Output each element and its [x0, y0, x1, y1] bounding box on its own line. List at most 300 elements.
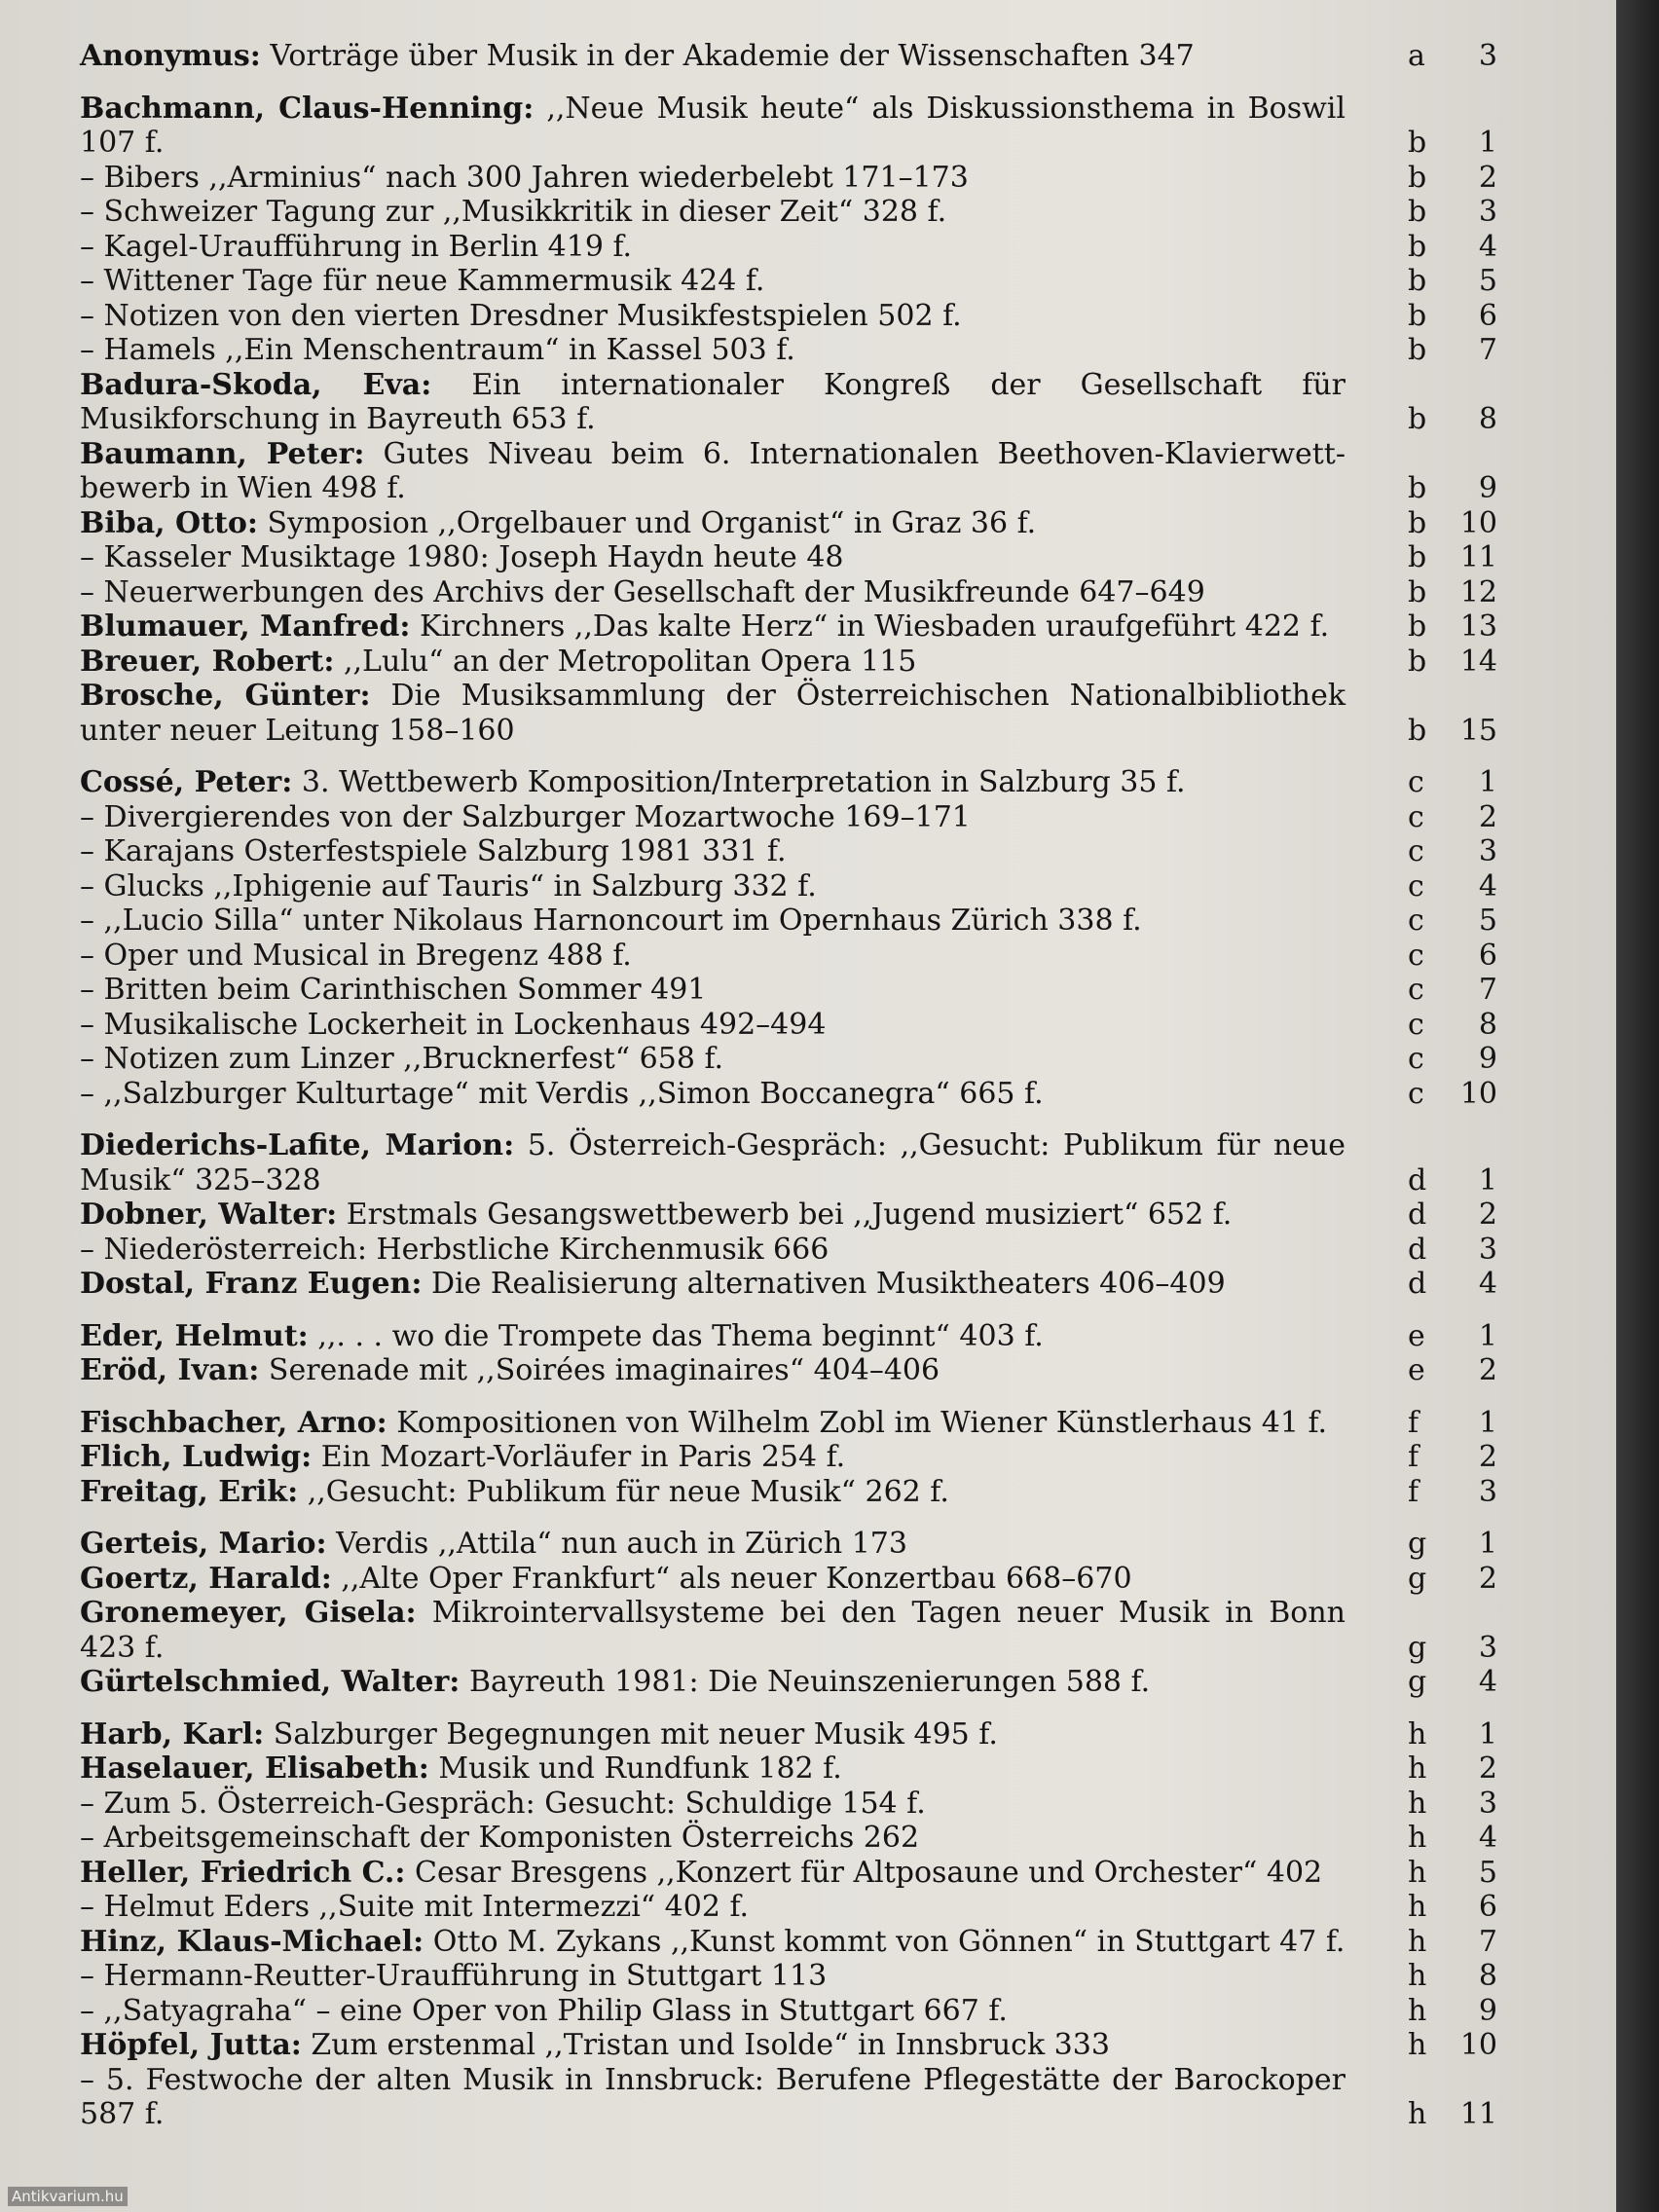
entry-title: – Notizen von den vierten Dresdner Musikfestspielen 502 f. — [80, 298, 962, 333]
entry-code — [1408, 903, 1554, 939]
entry-code — [1408, 1267, 1554, 1302]
entry-text — [80, 92, 1346, 161]
entry-code-letter: d — [1408, 1198, 1427, 1232]
index-entry — [80, 834, 1599, 869]
entry-title: ,,Lulu“ an der Metropolitan Opera 115 — [343, 644, 917, 679]
entry-code-number: 1 — [1478, 1405, 1497, 1440]
entry-author: Breuer, Robert: — [80, 644, 335, 679]
entry-code-number: 1 — [1478, 1318, 1497, 1353]
entry-code-number: 7 — [1478, 973, 1497, 1007]
entry-code-number: 6 — [1478, 298, 1497, 333]
entry-code-letter: d — [1408, 1267, 1427, 1301]
entry-text — [80, 1821, 1346, 1856]
entry-title: – Hamels ,,Ein Menschentraum“ in Kassel 503 f. — [80, 333, 795, 367]
entry-code — [1408, 2028, 1554, 2063]
entry-title: – Arbeitsgemeinschaft der Komponisten Österreichs 262 — [80, 1821, 920, 1855]
entry-text — [80, 645, 1346, 680]
entry-code-letter: c — [1408, 868, 1424, 903]
entry-text — [80, 973, 1346, 1008]
entry-code — [1408, 506, 1554, 541]
entry-title: – Schweizer Tagung zur ,,Musikkritik in dieser Zeit“ 328 f. — [80, 195, 947, 229]
entry-code-letter: d — [1408, 1162, 1427, 1198]
index-entry — [80, 1959, 1599, 1994]
entry-title: ,,Neue Musik heute“ als Diskussionsthema in Boswil 107 f. — [80, 91, 1346, 160]
index-entry — [80, 1077, 1599, 1112]
entry-code-letter: c — [1408, 765, 1424, 799]
entry-title: – Britten beim Carinthischen Sommer 491 — [80, 973, 707, 1007]
entry-code-number: 4 — [1478, 229, 1497, 264]
entry-code-letter: c — [1408, 973, 1424, 1007]
entry-text — [80, 2063, 1346, 2132]
entry-author: Hinz, Klaus-Michael: — [80, 1924, 424, 1959]
index-entry — [80, 1821, 1599, 1856]
entry-code — [1408, 1353, 1554, 1388]
entry-code-number: 8 — [1478, 1959, 1497, 1993]
entry-text — [80, 575, 1346, 610]
index-entry — [80, 1787, 1599, 1822]
entry-text — [80, 1959, 1346, 1994]
index-entry — [80, 645, 1599, 680]
entry-code-number: 13 — [1459, 609, 1497, 644]
entry-code — [1408, 1751, 1554, 1787]
entry-title: ,,. . . wo die Trompete das Thema beginnt“ 403 f. — [317, 1318, 1044, 1353]
index-entry — [80, 1751, 1599, 1787]
entry-title: – Kasseler Musiktage 1980: Joseph Haydn heute 48 — [80, 540, 844, 574]
entry-author: Gürtelschmied, Walter: — [80, 1665, 461, 1699]
entry-code — [1408, 1527, 1554, 1562]
entry-author: Höpfel, Jutta: — [80, 2028, 302, 2062]
entry-code-letter: b — [1408, 471, 1427, 505]
index-entry — [80, 1233, 1599, 1268]
entry-code — [1408, 609, 1554, 645]
entry-code-letter: b — [1408, 229, 1427, 264]
index-entry — [80, 1596, 1599, 1665]
entry-text — [80, 368, 1346, 437]
entry-code-number: 8 — [1478, 1007, 1497, 1042]
entry-title: Ein internationaler Kongreß der Gesellschaft für Musikforschung in Bayreuth 653 f. — [80, 367, 1346, 436]
entry-code — [1408, 299, 1554, 334]
entry-code-number: 9 — [1478, 1993, 1497, 2028]
entry-code-letter: b — [1408, 644, 1427, 679]
entry-text — [80, 800, 1346, 835]
entry-text — [80, 1562, 1346, 1597]
entry-code-number: 10 — [1459, 505, 1497, 540]
entry-title: Erstmals Gesangswettbewerb bei ,,Jugend musiziert“ 652 f. — [346, 1198, 1233, 1232]
entry-text — [80, 437, 1346, 506]
entry-title: – Kagel-Uraufführung in Berlin 419 f. — [80, 229, 633, 264]
entry-code-number: 10 — [1459, 1076, 1497, 1111]
index-entry — [80, 1925, 1599, 1960]
entry-code-letter: a — [1408, 39, 1425, 73]
entry-title: – Wittener Tage für neue Kammermusik 424 f. — [80, 264, 765, 298]
entry-code-letter: g — [1408, 1630, 1427, 1665]
entry-code-letter: b — [1408, 126, 1427, 160]
entry-title: – Bibers ,,Arminius“ nach 300 Jahren wiederbelebt 171–173 — [80, 160, 969, 195]
entry-title: Cesar Bresgens ,,Konzert für Altposaune und Orchester“ 402 — [415, 1855, 1323, 1890]
entry-author: Haselauer, Elisabeth: — [80, 1751, 429, 1786]
index-entry — [80, 1128, 1599, 1198]
entry-code-number: 14 — [1459, 644, 1497, 679]
entry-code-letter: h — [1408, 1890, 1427, 1924]
entry-code — [1408, 1077, 1554, 1112]
entry-text — [80, 506, 1346, 541]
entry-code — [1408, 714, 1554, 749]
entry-text — [80, 1042, 1346, 1077]
index-entry — [80, 2063, 1599, 2132]
entry-title: – Glucks ,,Iphigenie auf Tauris“ in Salzburg 332 f. — [80, 868, 817, 903]
entry-text — [80, 39, 1346, 74]
entry-title: Kompositionen von Wilhelm Zobl im Wiener Künstlerhaus 41 f. — [396, 1405, 1328, 1440]
index-entry — [80, 230, 1599, 265]
entry-title: – Musikalische Lockerheit in Lockenhaus 492–494 — [80, 1007, 827, 1042]
entry-code — [1408, 540, 1554, 575]
entry-author: Fischbacher, Arno: — [80, 1405, 387, 1440]
index-entry — [80, 39, 1599, 74]
entry-text — [80, 1751, 1346, 1787]
entry-title: Mikrointervallsysteme bei den Tagen neuer Musik in Bonn 423 f. — [80, 1596, 1346, 1665]
entry-code — [1408, 1994, 1554, 2029]
entry-title: – 5. Festwoche der alten Musik in Innsbruck: Berufene Pflegestätte der Barockoper 587 f. — [80, 2062, 1346, 2131]
entry-text — [80, 765, 1346, 800]
entry-text — [80, 195, 1346, 230]
entry-code-letter: b — [1408, 333, 1427, 367]
section-gap — [80, 748, 1599, 765]
entry-code-number: 6 — [1478, 1890, 1497, 1924]
entry-code-letter: b — [1408, 540, 1427, 574]
entry-author: Anonymus: — [80, 39, 261, 73]
entry-text — [80, 264, 1346, 299]
entry-code-letter: b — [1408, 574, 1427, 609]
entry-code-number: 9 — [1478, 1042, 1497, 1076]
index-entry — [80, 903, 1599, 939]
entry-code-number: 5 — [1478, 903, 1497, 938]
entry-title: Ein Mozart-Vorläufer in Paris 254 f. — [320, 1440, 846, 1474]
entry-text — [80, 1353, 1346, 1388]
index-entry — [80, 1856, 1599, 1891]
entry-code-number: 3 — [1478, 1630, 1497, 1665]
entry-title: Verdis ,,Attila“ nun auch in Zürich 173 — [336, 1527, 907, 1561]
entry-code — [1408, 939, 1554, 974]
entry-code-number: 1 — [1478, 765, 1497, 799]
entry-author: Harb, Karl: — [80, 1716, 265, 1751]
entry-text — [80, 1665, 1346, 1700]
entry-title: ,,Alte Oper Frankfurt“ als neuer Konzertbau 668–670 — [341, 1561, 1132, 1596]
entry-code-number: 5 — [1478, 1855, 1497, 1890]
entry-author: Cossé, Peter: — [80, 765, 293, 799]
entry-code-letter: c — [1408, 1007, 1424, 1042]
entry-code-number: 3 — [1478, 1786, 1497, 1821]
entry-title: 5. Österreich-Gespräch: ,,Gesucht: Publikum für neue Musik“ 325–328 — [80, 1128, 1346, 1198]
entry-text — [80, 1198, 1346, 1233]
entry-code-letter: h — [1408, 2028, 1427, 2062]
entry-text — [80, 1440, 1346, 1475]
entry-title: Salzburger Begegnungen mit neuer Musik 495 f. — [273, 1716, 998, 1751]
entry-code-letter: b — [1408, 505, 1427, 540]
entry-text — [80, 609, 1346, 645]
entry-author: Biba, Otto: — [80, 505, 258, 540]
entry-code — [1408, 1856, 1554, 1891]
entry-code-number: 11 — [1459, 2097, 1497, 2131]
entry-title: Die Musiksammlung der Österreichischen Nationalbibliothek unter neuer Leitung 158–160 — [80, 679, 1346, 748]
index-entry — [80, 1527, 1599, 1562]
entry-author: Freitag, Erik: — [80, 1474, 299, 1509]
entry-code — [1408, 1925, 1554, 1960]
index-entry — [80, 575, 1599, 610]
entry-code-letter: f — [1408, 1440, 1419, 1474]
entry-text — [80, 1128, 1346, 1198]
entry-code-letter: h — [1408, 1786, 1427, 1821]
index-entry — [80, 264, 1599, 299]
index-entry — [80, 1319, 1599, 1354]
entry-author: Dostal, Franz Eugen: — [80, 1267, 423, 1301]
entry-code — [1408, 471, 1554, 506]
entry-title: Serenade mit ,,Soirées imaginaires“ 404–406 — [268, 1353, 940, 1387]
index-entry — [80, 333, 1599, 368]
entry-title: – Oper und Musical in Bregenz 488 f. — [80, 938, 632, 973]
index-entry — [80, 1562, 1599, 1597]
entry-title: – ,,Salzburger Kulturtage“ mit Verdis ,,Simon Boccanegra“ 665 f. — [80, 1076, 1044, 1111]
index-entry — [80, 609, 1599, 645]
entry-code-letter: c — [1408, 799, 1424, 834]
entry-code-letter: g — [1408, 1561, 1427, 1596]
entry-code-letter: b — [1408, 402, 1427, 436]
entry-author: Diederichs-Lafite, Marion: — [80, 1128, 515, 1162]
entry-code-number: 3 — [1478, 1474, 1497, 1509]
entry-author: Bachmann, Claus-Henning: — [80, 91, 535, 126]
entry-code — [1408, 1440, 1554, 1475]
index-entry — [80, 1717, 1599, 1752]
index-entry — [80, 1008, 1599, 1043]
section-gap — [80, 1509, 1599, 1527]
index-entry — [80, 1440, 1599, 1475]
section-gap — [80, 1700, 1599, 1717]
entry-code — [1408, 1890, 1554, 1925]
entry-code-number: 3 — [1478, 1232, 1497, 1267]
entry-code-letter: h — [1408, 1993, 1427, 2028]
entry-code — [1408, 1233, 1554, 1268]
entry-code — [1408, 161, 1554, 196]
entry-code — [1408, 1475, 1554, 1510]
entry-code-letter: c — [1408, 834, 1424, 868]
entry-code — [1408, 2097, 1554, 2132]
entry-code-number: 2 — [1478, 160, 1497, 195]
entry-code-number: 4 — [1478, 1821, 1497, 1855]
entry-title: – ,,Lucio Silla“ unter Nikolaus Harnoncourt im Opernhaus Zürich 338 f. — [80, 903, 1142, 938]
entry-code — [1408, 1042, 1554, 1077]
entry-text — [80, 161, 1346, 196]
index-entry — [80, 299, 1599, 334]
entry-title: Zum erstenmal ,,Tristan und Isolde“ in Innsbruck 333 — [311, 2028, 1110, 2062]
entry-text — [80, 230, 1346, 265]
entry-author: Badura-Skoda, Eva: — [80, 367, 432, 402]
entry-code-letter: c — [1408, 1076, 1424, 1111]
entry-text — [80, 1787, 1346, 1822]
entry-code — [1408, 869, 1554, 904]
entry-code — [1408, 230, 1554, 265]
index-entry — [80, 506, 1599, 541]
entry-text — [80, 1856, 1346, 1891]
entry-code-number: 2 — [1478, 799, 1497, 834]
entry-code — [1408, 800, 1554, 835]
entry-code — [1408, 834, 1554, 869]
entry-code — [1408, 333, 1554, 368]
entry-code — [1408, 402, 1554, 437]
index-entry — [80, 1042, 1599, 1077]
entry-code-letter: e — [1408, 1318, 1425, 1353]
entry-author: Baumann, Peter: — [80, 436, 365, 471]
index-entry — [80, 1994, 1599, 2029]
entry-title: Vorträge über Musik in der Akademie der Wissenschaften 347 — [270, 39, 1195, 73]
entry-code-letter: f — [1408, 1474, 1419, 1509]
index-entry — [80, 1890, 1599, 1925]
entry-code-letter: c — [1408, 938, 1424, 973]
entry-code-number: 7 — [1478, 333, 1497, 367]
entry-title: – Zum 5. Österreich-Gespräch: Gesucht: Schuldige 154 f. — [80, 1786, 926, 1821]
entry-text — [80, 540, 1346, 575]
entry-code-number: 3 — [1478, 834, 1497, 868]
entry-text — [80, 333, 1346, 368]
entry-code-number: 1 — [1478, 126, 1497, 160]
index-entry — [80, 939, 1599, 974]
index-entry — [80, 92, 1599, 161]
entry-author: Brosche, Günter: — [80, 679, 371, 713]
entry-code-number: 11 — [1459, 540, 1497, 574]
entry-code — [1408, 1008, 1554, 1043]
entry-code-letter: h — [1408, 1924, 1427, 1959]
entry-text — [80, 903, 1346, 939]
entry-code-letter: e — [1408, 1353, 1425, 1387]
entry-title: – Niederösterreich: Herbstliche Kirchenmusik 666 — [80, 1232, 830, 1267]
entry-text — [80, 1319, 1346, 1354]
entry-author: Gerteis, Mario: — [80, 1527, 327, 1561]
entry-text — [80, 834, 1346, 869]
entry-title: – Karajans Osterfestspiele Salzburg 1981 331 f. — [80, 834, 787, 868]
entry-code-number: 10 — [1459, 2028, 1497, 2062]
entry-text — [80, 1527, 1346, 1562]
entry-text — [80, 679, 1346, 748]
entry-text — [80, 1267, 1346, 1302]
entry-code-number: 4 — [1478, 1665, 1497, 1699]
index-entry — [80, 765, 1599, 800]
entry-author: Gronemeyer, Gisela: — [80, 1596, 417, 1630]
index-entry — [80, 1198, 1599, 1233]
entry-code-number: 1 — [1478, 1162, 1497, 1198]
index-entry — [80, 368, 1599, 437]
entry-text — [80, 1925, 1346, 1960]
entry-title: ,,Gesucht: Publikum für neue Musik“ 262 f. — [307, 1474, 949, 1509]
entry-text — [80, 1596, 1346, 1665]
entry-code — [1408, 765, 1554, 800]
entry-title: Gutes Niveau beim 6. Internationalen Beethoven-Klavierwett-bewerb in Wien 498 f. — [80, 436, 1346, 505]
entry-code — [1408, 645, 1554, 680]
entry-code — [1408, 973, 1554, 1008]
entry-code-letter: b — [1408, 264, 1427, 298]
entry-title: Die Realisierung alternativen Musiktheaters 406–409 — [430, 1267, 1226, 1301]
entry-text — [80, 1008, 1346, 1043]
entry-code — [1408, 1406, 1554, 1441]
entry-code-number: 5 — [1478, 264, 1497, 298]
author-index-list — [80, 39, 1599, 2132]
index-entry — [80, 2028, 1599, 2063]
entry-text — [80, 1890, 1346, 1925]
entry-code — [1408, 1787, 1554, 1822]
entry-code-letter: h — [1408, 2097, 1427, 2131]
entry-code — [1408, 264, 1554, 299]
entry-code — [1408, 1717, 1554, 1752]
entry-code-number: 4 — [1478, 1267, 1497, 1301]
index-entry — [80, 869, 1599, 904]
entry-text — [80, 939, 1346, 974]
entry-text — [80, 1717, 1346, 1752]
index-entry — [80, 437, 1599, 506]
section-gap — [80, 1111, 1599, 1128]
entry-author: Goertz, Harald: — [80, 1561, 332, 1596]
entry-code-letter: h — [1408, 1821, 1427, 1855]
entry-code-number: 2 — [1478, 1353, 1497, 1387]
entry-text — [80, 1994, 1346, 2029]
index-entry — [80, 1475, 1599, 1510]
entry-code — [1408, 575, 1554, 610]
entry-title: Bayreuth 1981: Die Neuinszenierungen 588 f. — [468, 1665, 1151, 1699]
page-edge-shadow — [1616, 0, 1659, 2212]
entry-author: Dobner, Walter: — [80, 1198, 338, 1232]
entry-code — [1408, 1665, 1554, 1700]
entry-title: – Neuerwerbungen des Archivs der Gesellschaft der Musikfreunde 647–649 — [80, 574, 1205, 609]
entry-author: Blumauer, Manfred: — [80, 609, 411, 644]
entry-author: Eröd, Ivan: — [80, 1353, 260, 1387]
entry-code-number: 2 — [1478, 1198, 1497, 1232]
entry-code-number: 4 — [1478, 868, 1497, 903]
entry-code-number: 7 — [1478, 1924, 1497, 1959]
entry-title: – Helmut Eders ,,Suite mit Intermezzi“ 402 f. — [80, 1890, 750, 1924]
entry-code-letter: b — [1408, 713, 1427, 748]
entry-code-number: 3 — [1478, 195, 1497, 229]
index-entry — [80, 161, 1599, 196]
entry-code-letter: h — [1408, 1855, 1427, 1890]
entry-code — [1408, 1959, 1554, 1994]
entry-text — [80, 869, 1346, 904]
index-entry — [80, 1353, 1599, 1388]
entry-code — [1408, 1821, 1554, 1856]
entry-title: Musik und Rundfunk 182 f. — [438, 1751, 842, 1786]
entry-text — [80, 2028, 1346, 2063]
section-gap — [80, 1302, 1599, 1319]
section-gap — [80, 74, 1599, 92]
entry-code-letter: d — [1408, 1232, 1427, 1267]
entry-text — [80, 1077, 1346, 1112]
entry-text — [80, 299, 1346, 334]
index-entry — [80, 679, 1599, 748]
index-entry — [80, 1406, 1599, 1441]
entry-title: – Hermann-Reutter-Uraufführung in Stuttgart 113 — [80, 1959, 828, 1993]
entry-title: – ,,Satyagraha“ – eine Oper von Philip Glass in Stuttgart 667 f. — [80, 1993, 1008, 2028]
entry-text — [80, 1475, 1346, 1510]
entry-code — [1408, 195, 1554, 230]
entry-code — [1408, 1198, 1554, 1233]
entry-author: Eder, Helmut: — [80, 1318, 309, 1353]
entry-code-letter: h — [1408, 1751, 1427, 1786]
entry-code — [1408, 1562, 1554, 1597]
entry-code — [1408, 1631, 1554, 1666]
entry-code-letter: g — [1408, 1665, 1427, 1699]
index-entry — [80, 195, 1599, 230]
entry-code-letter: b — [1408, 609, 1427, 644]
entry-title: Symposion ,,Orgelbauer und Organist“ in Graz 36 f. — [267, 505, 1037, 540]
index-entry — [80, 800, 1599, 835]
entry-text — [80, 1233, 1346, 1268]
entry-code — [1408, 39, 1554, 74]
entry-code-letter: b — [1408, 160, 1427, 195]
